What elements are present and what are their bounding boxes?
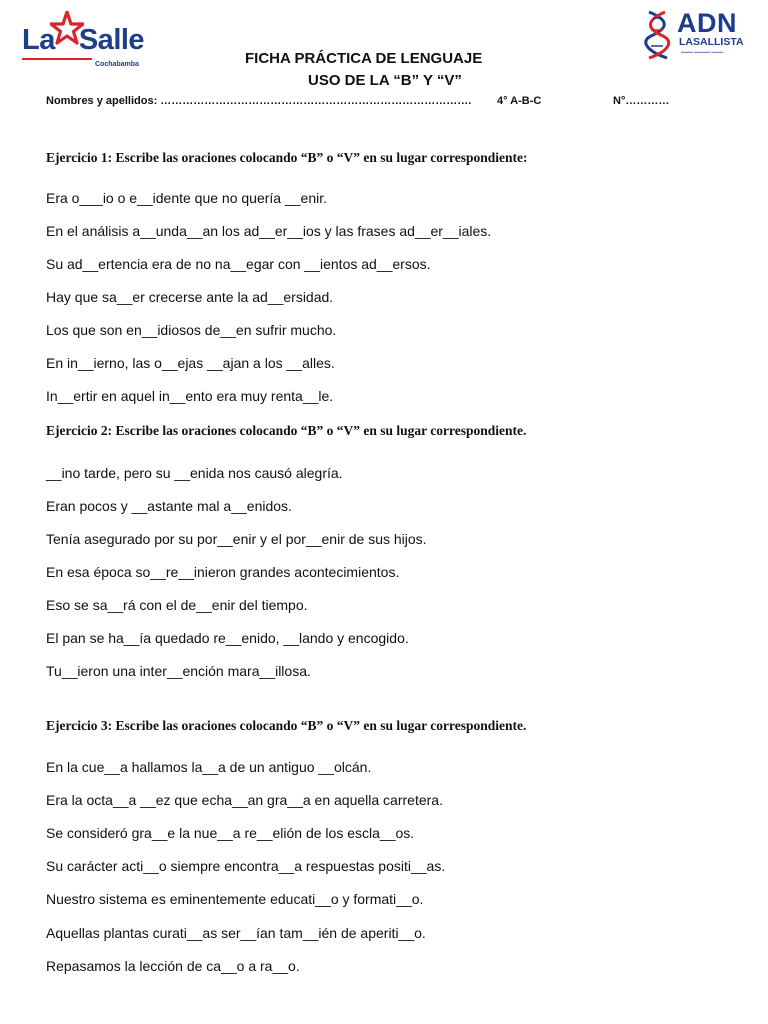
worksheet-subtitle: USO DE LA “B” Y “V” bbox=[308, 72, 462, 89]
exercise-2-sentence: Eso se sa__rá con el de__enir del tiempo. bbox=[46, 597, 308, 613]
exercise-3-sentence: Aquellas plantas curati__as ser__ían tam__ién de aperiti__o. bbox=[46, 925, 426, 941]
lasalle-logo bbox=[22, 10, 158, 72]
exercise-2-sentence: El pan se ha__ía quedado re__enido, __lando y encogido. bbox=[46, 630, 409, 646]
exercise-3-sentence: Su carácter acti__o siempre encontra__a respuestas positi__as. bbox=[46, 858, 446, 874]
dna-helix-icon bbox=[641, 8, 681, 60]
exercise-1-sentence: Su ad__ertencia era de no na__egar con __ientos ad__ersos. bbox=[46, 256, 431, 272]
adn-logo bbox=[641, 8, 749, 60]
exercise-1-sentence: Los que son en__idiosos de__en sufrir mucho. bbox=[46, 322, 337, 338]
student-number-field: N°………… bbox=[613, 95, 670, 107]
exercise-3-sentence: Se consideró gra__e la nue__a re__elión de los escla__os. bbox=[46, 825, 415, 841]
exercise-1-sentence: Hay que sa__er crecerse ante la ad__ersidad. bbox=[46, 289, 334, 305]
exercise-2-heading: Ejercicio 2: Escribe las oraciones colocando “B” o “V” en su lugar correspondiente. bbox=[46, 423, 527, 438]
exercise-2-sentence: En esa época so__re__inieron grandes acontecimientos. bbox=[46, 564, 400, 580]
exercise-1-sentence: Era o___io o e__idente que no quería __enir. bbox=[46, 190, 328, 206]
adn-wordmark: ADN bbox=[677, 8, 737, 38]
exercise-1-heading: Ejercicio 1: Escribe las oraciones colocando “B” o “V” en su lugar correspondiente: bbox=[46, 150, 528, 165]
adn-tagline-decoration: ▬▬▬ ▬▬▬▬ ▬▬▬ bbox=[681, 49, 724, 54]
adn-subtitle: LASALLISTA bbox=[679, 36, 744, 48]
exercise-2-sentence: Tenía asegurado por su por__enir y el por__enir de sus hijos. bbox=[46, 531, 427, 547]
exercise-2-sentence: __ino tarde, pero su __enida nos causó alegría. bbox=[46, 465, 343, 481]
exercise-2-sentence: Tu__ieron una inter__ención mara__illosa. bbox=[46, 663, 311, 679]
worksheet-title: FICHA PRÁCTICA DE LENGUAJE bbox=[245, 50, 483, 67]
exercise-1-sentence: En in__ierno, las o__ejas __ajan a los __alles. bbox=[46, 355, 335, 371]
student-name-field: Nombres y apellidos: …………………………………………………………………………. bbox=[46, 95, 472, 107]
exercise-3-sentence: Era la octa__a __ez que echa__an gra__a en aquella carretera. bbox=[46, 792, 443, 808]
exercise-1-sentence: In__ertir en aquel in__ento era muy renta__le. bbox=[46, 388, 334, 404]
lasalle-city: Cochabamba bbox=[95, 61, 139, 68]
lasalle-wordmark-la: La bbox=[22, 24, 55, 56]
lasalle-red-line bbox=[22, 58, 92, 60]
lasalle-star-icon bbox=[50, 11, 84, 45]
exercise-3-sentence: Nuestro sistema es eminentemente educati__o y formati__o. bbox=[46, 891, 424, 907]
exercise-1-sentence: En el análisis a__unda__an los ad__er__ios y las frases ad__er__iales. bbox=[46, 223, 492, 239]
exercise-3-sentence: Repasamos la lección de ca__o a ra__o. bbox=[46, 958, 300, 974]
grade-label: 4° A-B-C bbox=[497, 95, 542, 107]
exercise-3-heading: Ejercicio 3: Escribe las oraciones colocando “B” o “V” en su lugar correspondiente. bbox=[46, 718, 527, 733]
exercise-3-sentence: En la cue__a hallamos la__a de un antiguo __olcán. bbox=[46, 759, 372, 775]
lasalle-wordmark-salle: Salle bbox=[78, 24, 145, 56]
exercise-2-sentence: Eran pocos y __astante mal a__enidos. bbox=[46, 498, 292, 514]
